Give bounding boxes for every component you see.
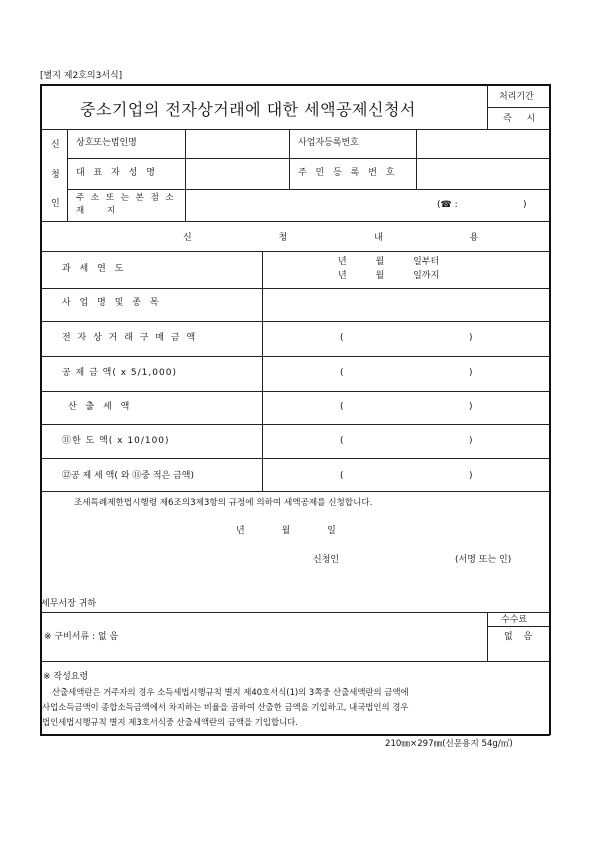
content-header: 신 청 내 용 (183, 233, 521, 243)
final-deduction-label: ⑫공 제 세 액( 와 ⑪중 적은 금액) (62, 471, 194, 481)
business-type-label: 사 업 명 및 종 목 (62, 298, 162, 308)
frame-top (40, 84, 550, 86)
tax-year-to: 년 월 일까지 (338, 271, 440, 281)
purchase-paren-open: ( (340, 333, 344, 343)
calculated-paren-close: ) (469, 402, 473, 412)
sign-note: (서명 또는 인) (455, 555, 512, 565)
purchase-label: 전 자 상 거 래 구 매 금 액 (62, 333, 198, 343)
date-line: 년 월 일 (236, 526, 336, 536)
form-number: [별지 제2호의3서식] (40, 71, 123, 81)
tax-year-label: 과 세 연 도 (62, 264, 127, 274)
frame-left (40, 84, 42, 735)
calculated-tax-label: 산 출 세 액 (68, 402, 133, 412)
recipient: 세무서장 귀하 (41, 599, 97, 609)
business-name-label: 상호또는법인명 (76, 138, 137, 148)
deduction-paren-close: ) (469, 368, 473, 378)
final-paren-open: ( (340, 471, 344, 481)
limit-paren-open: ( (340, 436, 344, 446)
limit-label: ⑪한 도 액( x 10/100) (62, 436, 170, 446)
frame-bottom (40, 734, 550, 736)
address-label-1: 주 소 또 는 본 점 소 (76, 193, 176, 203)
fee-label: 수수료 (501, 615, 528, 625)
applicant-sign-label: 신청인 (313, 555, 340, 565)
paper-size: 210㎜×297㎜(신문용지 54g/㎡) (385, 739, 513, 749)
frame-right (549, 84, 551, 735)
address-label-2: 재 지 (76, 206, 126, 216)
resident-no-label: 주 민 등 록 번 호 (298, 168, 398, 178)
purchase-paren-close: ) (469, 333, 473, 343)
processing-period-label: 처리기간 (499, 92, 534, 102)
final-paren-close: ) (469, 471, 473, 481)
applicant-side-label-1: 신 (51, 140, 60, 150)
processing-period-value: 즉 시 (503, 114, 542, 124)
deduction-label: 공 제 금 액( x 5/1,000) (62, 368, 177, 378)
applicant-side-label-2: 청 (51, 170, 60, 180)
tax-year-from: 년 월 일부터 (338, 257, 440, 267)
phone-close: ) (523, 200, 527, 210)
limit-paren-close: ) (469, 436, 473, 446)
page-title: 중소기업의 전자상거래에 대한 세액공제신청서 (80, 100, 416, 119)
attachments: ※ 구비서류 : 없 음 (44, 632, 119, 642)
deduction-paren-open: ( (340, 368, 344, 378)
instructions-line-2: 사업소득금액이 종합소득금액에서 차지하는 비율을 곱하여 산출한 금액을 기입하고, 내국법인의 경우 (42, 702, 409, 712)
instructions-line-3: 법인세법시행규칙 별지 제3호서식중 산출세액란의 금액을 기입합니다. (42, 717, 298, 727)
phone-label: (☎ : (437, 200, 458, 210)
business-reg-label: 사업자등록번호 (298, 138, 359, 148)
calculated-paren-open: ( (340, 402, 344, 412)
representative-label: 대 표 자 성 명 (76, 168, 158, 178)
declaration-text: 조세특례제한법시행령 제6조의3제3항의 규정에 의하여 세액공제를 신청합니다. (74, 498, 373, 508)
fee-value: 없 음 (504, 632, 537, 642)
applicant-side-label-3: 인 (51, 199, 60, 209)
instructions-heading: ※ 작성요령 (43, 672, 89, 682)
instructions-line-1: 산출세액란은 거주자의 경우 소득세법시행규칙 별지 제40호서식(1)의 3쪽중 산출세액란의 금액에 (52, 687, 409, 697)
